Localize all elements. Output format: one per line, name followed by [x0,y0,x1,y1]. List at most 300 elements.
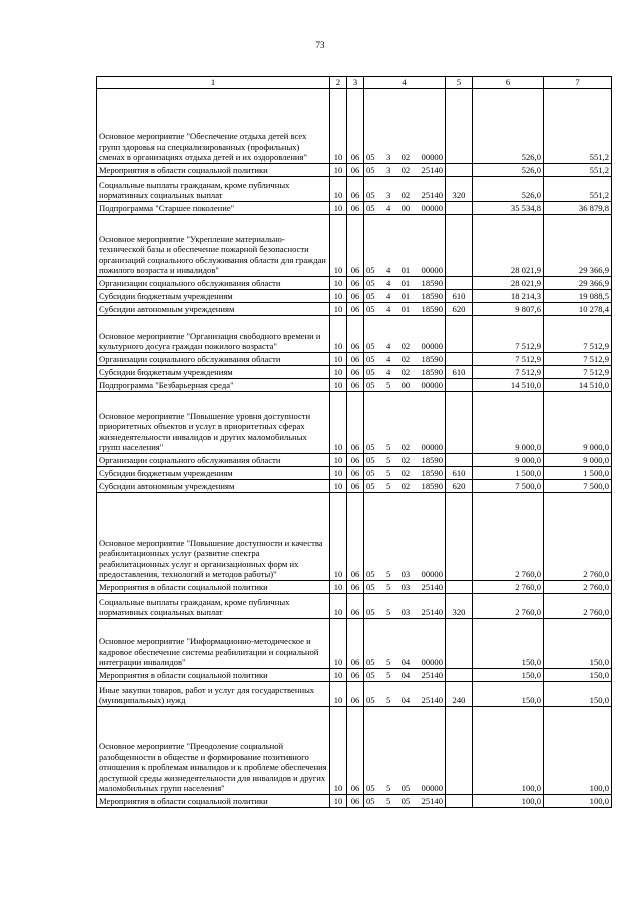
target-article-cell [364,467,446,480]
header-cell: 1 [97,77,330,89]
target-article-part: 4 [385,291,391,302]
row-name-cell: Основное мероприятие "Информационно-методическое и кадровое обеспечение системы реабилитации и социальной интеграции инвалидов" [97,619,330,669]
amount-year2-cell: 7 500,0 [544,480,612,493]
target-article-codes [366,203,443,214]
target-article-part: 5 [385,607,391,618]
target-article-part: 25140 [421,670,443,681]
target-article-codes [366,442,443,453]
section-code-cell: 10 [330,467,347,480]
amount-year2-cell: 100,0 [544,795,612,808]
expense-type-cell [446,707,473,795]
target-article-part: 05 [366,582,375,593]
row-name-cell: Субсидии бюджетным учреждениям [97,290,330,303]
target-article-codes [366,607,443,618]
target-article-cell [364,277,446,290]
target-article-part: 05 [366,442,375,453]
target-article-part: 5 [385,455,391,466]
row-name-cell: Организации социального обслуживания области [97,277,330,290]
subsection-code-cell: 06 [347,480,364,493]
table-row [97,795,612,808]
subsection-code-cell: 06 [347,454,364,467]
section-code-cell: 10 [330,177,347,202]
row-name-cell: Организации социального обслуживания области [97,353,330,366]
section-code-cell: 10 [330,89,347,164]
target-article-part: 4 [385,203,391,214]
target-article-codes [366,291,443,302]
subsection-code-cell: 06 [347,277,364,290]
header-cell: 6 [473,77,544,89]
target-article-cell [364,594,446,619]
amount-year2-cell: 2 760,0 [544,493,612,581]
table-row [97,316,612,353]
subsection-code-cell: 06 [347,707,364,795]
section-code-cell: 10 [330,392,347,454]
table-row [97,164,612,177]
target-article-part: 25140 [421,190,443,201]
amount-year1-cell: 9 807,6 [473,303,544,316]
subsection-code-cell: 06 [347,467,364,480]
row-name-cell: Мероприятия в области социальной политики [97,581,330,594]
section-code-cell: 10 [330,215,347,277]
target-article-cell [364,454,446,467]
row-name-cell: Организации социального обслуживания области [97,454,330,467]
header-cell: 3 [347,77,364,89]
expense-type-cell [446,277,473,290]
target-article-part: 02 [401,152,411,163]
amount-year1-cell: 2 760,0 [473,594,544,619]
section-code-cell: 10 [330,707,347,795]
target-article-codes [366,341,443,352]
row-name-cell: Субсидии бюджетным учреждениям [97,467,330,480]
expense-type-cell: 610 [446,290,473,303]
target-article-part: 18590 [421,278,443,289]
target-article-part: 02 [401,455,411,466]
section-code-cell: 10 [330,353,347,366]
target-article-cell [364,682,446,707]
target-article-codes [366,481,443,492]
table-row [97,89,612,164]
table-row [97,366,612,379]
section-code-cell: 10 [330,316,347,353]
target-article-part: 00000 [421,341,443,352]
target-article-part: 4 [385,278,391,289]
target-article-codes [366,582,443,593]
row-name-cell: Социальные выплаты гражданам, кроме публичных нормативных социальных выплат [97,594,330,619]
table-row [97,707,612,795]
budget-table [96,76,612,808]
amount-year2-cell: 9 000,0 [544,392,612,454]
table-row [97,303,612,316]
table-row [97,682,612,707]
amount-year1-cell: 150,0 [473,619,544,669]
target-article-part: 25140 [421,165,443,176]
amount-year1-cell: 1 500,0 [473,467,544,480]
amount-year1-cell: 9 000,0 [473,392,544,454]
subsection-code-cell: 06 [347,669,364,682]
target-article-part: 05 [366,291,375,302]
target-article-part: 05 [366,203,375,214]
table-header-row [97,77,612,89]
target-article-codes [366,695,443,706]
table-row [97,392,612,454]
target-article-part: 4 [385,367,391,378]
target-article-part: 4 [385,304,391,315]
expense-type-cell [446,202,473,215]
row-name-cell: Мероприятия в области социальной политики [97,669,330,682]
expense-type-cell: 610 [446,366,473,379]
table-row [97,379,612,392]
target-article-codes [366,278,443,289]
section-code-cell: 10 [330,493,347,581]
amount-year2-cell: 7 512,9 [544,316,612,353]
target-article-part: 5 [385,783,391,794]
target-article-codes [366,455,443,466]
row-name-cell: Основное мероприятие "Организация свободного времени и культурного досуга граждан пожилого возраста" [97,316,330,353]
target-article-cell [364,303,446,316]
target-article-part: 05 [401,796,411,807]
target-article-part: 05 [366,152,375,163]
row-name-cell: Основное мероприятие "Обеспечение отдыха детей всех групп здоровья на специализированных (профильных) сменах в организациях отдыха детей и их оздоровления" [97,89,330,164]
target-article-part: 05 [366,278,375,289]
target-article-part: 03 [401,569,411,580]
subsection-code-cell: 06 [347,581,364,594]
target-article-part: 00000 [421,442,443,453]
target-article-part: 02 [401,190,411,201]
amount-year1-cell: 7 512,9 [473,353,544,366]
amount-year2-cell: 551,2 [544,177,612,202]
target-article-part: 00000 [421,380,443,391]
target-article-cell [364,290,446,303]
table-row [97,594,612,619]
target-article-part: 25140 [421,695,443,706]
row-name-cell: Социальные выплаты гражданам, кроме публичных нормативных социальных выплат [97,177,330,202]
target-article-cell [364,493,446,581]
amount-year1-cell: 28 021,9 [473,215,544,277]
target-article-part: 02 [401,367,411,378]
target-article-part: 05 [366,783,375,794]
subsection-code-cell: 06 [347,619,364,669]
section-code-cell: 10 [330,202,347,215]
table-row [97,480,612,493]
target-article-part: 4 [385,354,391,365]
target-article-part: 00000 [421,203,443,214]
subsection-code-cell: 06 [347,392,364,454]
target-article-part: 01 [401,265,411,276]
row-name-cell: Мероприятия в области социальной политики [97,795,330,808]
target-article-codes [366,783,443,794]
amount-year1-cell: 2 760,0 [473,493,544,581]
target-article-part: 05 [366,354,375,365]
amount-year2-cell: 29 366,9 [544,277,612,290]
target-article-codes [366,796,443,807]
amount-year2-cell: 150,0 [544,682,612,707]
target-article-part: 18590 [421,304,443,315]
target-article-cell [364,581,446,594]
section-code-cell: 10 [330,480,347,493]
section-code-cell: 10 [330,277,347,290]
amount-year1-cell: 9 000,0 [473,454,544,467]
target-article-part: 02 [401,165,411,176]
expense-type-cell: 320 [446,177,473,202]
target-article-codes [366,367,443,378]
target-article-codes [366,657,443,668]
row-name-cell: Подпрограмма "Безбарьерная среда" [97,379,330,392]
table-row [97,353,612,366]
amount-year1-cell: 7 512,9 [473,316,544,353]
amount-year2-cell: 19 088,5 [544,290,612,303]
target-article-part: 4 [385,341,391,352]
expense-type-cell [446,379,473,392]
target-article-codes [366,468,443,479]
section-code-cell: 10 [330,164,347,177]
subsection-code-cell: 06 [347,215,364,277]
target-article-part: 00000 [421,569,443,580]
expense-type-cell [446,353,473,366]
target-article-part: 00000 [421,265,443,276]
row-name-cell: Субсидии бюджетным учреждениям [97,366,330,379]
expense-type-cell [446,619,473,669]
target-article-part: 05 [366,468,375,479]
table-row [97,177,612,202]
table-row [97,202,612,215]
target-article-cell [364,379,446,392]
target-article-part: 00000 [421,657,443,668]
expense-type-cell: 620 [446,480,473,493]
table-row [97,290,612,303]
table-row [97,215,612,277]
target-article-cell [364,480,446,493]
target-article-part: 04 [401,657,411,668]
amount-year1-cell: 7 500,0 [473,480,544,493]
row-name-cell: Субсидии автономным учреждениям [97,480,330,493]
amount-year1-cell: 2 760,0 [473,581,544,594]
row-name-cell: Подпрограмма "Старшее поколение" [97,202,330,215]
subsection-code-cell: 06 [347,594,364,619]
header-cell: 5 [446,77,473,89]
row-name-cell: Основное мероприятие "Повышение уровня доступности приоритетных объектов и услуг в приоритетных сферах жизнедеятельности инвалидов и других маломобильных групп населения" [97,392,330,454]
subsection-code-cell: 06 [347,202,364,215]
target-article-part: 03 [401,582,411,593]
section-code-cell: 10 [330,682,347,707]
target-article-part: 05 [366,670,375,681]
amount-year2-cell: 150,0 [544,619,612,669]
target-article-codes [366,304,443,315]
subsection-code-cell: 06 [347,89,364,164]
subsection-code-cell: 06 [347,303,364,316]
subsection-code-cell: 06 [347,493,364,581]
target-article-part: 02 [401,468,411,479]
target-article-codes [366,190,443,201]
amount-year2-cell: 551,2 [544,89,612,164]
section-code-cell: 10 [330,303,347,316]
target-article-part: 25140 [421,796,443,807]
target-article-part: 5 [385,468,391,479]
target-article-cell [364,177,446,202]
subsection-code-cell: 06 [347,316,364,353]
expense-type-cell [446,316,473,353]
target-article-cell [364,619,446,669]
amount-year2-cell: 2 760,0 [544,594,612,619]
expense-type-cell [446,795,473,808]
target-article-cell [364,795,446,808]
target-article-part: 05 [366,695,375,706]
target-article-part: 3 [385,165,391,176]
target-article-part: 5 [385,695,391,706]
row-name-cell: Основное мероприятие "Преодоление социальной разобщенности в обществе и формирование позитивного отношения к проблемам инвалидов и к проблеме обеспечения доступной среды жизнедеятельности для инвалидов и других маломобильных групп населения" [97,707,330,795]
target-article-part: 25140 [421,607,443,618]
target-article-part: 18590 [421,468,443,479]
table-row [97,493,612,581]
target-article-part: 05 [366,569,375,580]
target-article-part: 5 [385,481,391,492]
amount-year1-cell: 150,0 [473,669,544,682]
target-article-part: 01 [401,278,411,289]
target-article-part: 4 [385,265,391,276]
target-article-part: 18590 [421,455,443,466]
subsection-code-cell: 06 [347,353,364,366]
target-article-part: 05 [366,190,375,201]
target-article-part: 05 [366,607,375,618]
subsection-code-cell: 06 [347,164,364,177]
target-article-part: 3 [385,152,391,163]
target-article-cell [364,215,446,277]
target-article-part: 05 [366,304,375,315]
section-code-cell: 10 [330,379,347,392]
target-article-codes [366,569,443,580]
amount-year1-cell: 35 534,8 [473,202,544,215]
amount-year2-cell: 100,0 [544,707,612,795]
target-article-part: 01 [401,291,411,302]
target-article-cell [364,202,446,215]
expense-type-cell: 240 [446,682,473,707]
target-article-cell [364,707,446,795]
expense-type-cell: 610 [446,467,473,480]
amount-year2-cell: 2 760,0 [544,581,612,594]
header-cell: 7 [544,77,612,89]
table-row [97,467,612,480]
amount-year2-cell: 1 500,0 [544,467,612,480]
amount-year2-cell: 9 000,0 [544,454,612,467]
row-name-cell: Субсидии автономным учреждениям [97,303,330,316]
target-article-cell [364,392,446,454]
expense-type-cell: 620 [446,303,473,316]
amount-year1-cell: 18 214,3 [473,290,544,303]
row-name-cell: Иные закупки товаров, работ и услуг для государственных (муниципальных) нужд [97,682,330,707]
target-article-part: 00000 [421,152,443,163]
section-code-cell: 10 [330,594,347,619]
target-article-part: 00 [401,380,411,391]
expense-type-cell [446,89,473,164]
target-article-cell [364,316,446,353]
target-article-part: 05 [366,341,375,352]
target-article-part: 5 [385,670,391,681]
amount-year1-cell: 14 510,0 [473,379,544,392]
target-article-codes [366,380,443,391]
amount-year2-cell: 150,0 [544,669,612,682]
amount-year2-cell: 7 512,9 [544,366,612,379]
target-article-codes [366,265,443,276]
expense-type-cell [446,164,473,177]
target-article-part: 18590 [421,481,443,492]
target-article-part: 5 [385,796,391,807]
amount-year2-cell: 551,2 [544,164,612,177]
section-code-cell: 10 [330,619,347,669]
page-number: 73 [315,40,325,50]
target-article-part: 05 [366,796,375,807]
table-row [97,669,612,682]
target-article-codes [366,165,443,176]
target-article-part: 02 [401,354,411,365]
table-row [97,454,612,467]
target-article-cell [364,164,446,177]
amount-year1-cell: 100,0 [473,707,544,795]
table-row [97,619,612,669]
subsection-code-cell: 06 [347,795,364,808]
section-code-cell: 10 [330,366,347,379]
subsection-code-cell: 06 [347,682,364,707]
section-code-cell: 10 [330,290,347,303]
target-article-part: 00 [401,203,411,214]
amount-year1-cell: 150,0 [473,682,544,707]
subsection-code-cell: 06 [347,379,364,392]
target-article-cell [364,89,446,164]
amount-year1-cell: 526,0 [473,89,544,164]
amount-year1-cell: 100,0 [473,795,544,808]
target-article-part: 05 [366,367,375,378]
section-code-cell: 10 [330,454,347,467]
subsection-code-cell: 06 [347,366,364,379]
header-cell: 4 [364,77,446,89]
amount-year2-cell: 7 512,9 [544,353,612,366]
table-row [97,277,612,290]
target-article-part: 02 [401,341,411,352]
target-article-part: 3 [385,190,391,201]
target-article-part: 05 [366,657,375,668]
expense-type-cell [446,669,473,682]
target-article-part: 05 [366,265,375,276]
target-article-part: 05 [366,165,375,176]
header-cell: 2 [330,77,347,89]
target-article-part: 02 [401,442,411,453]
target-article-part: 5 [385,582,391,593]
amount-year2-cell: 36 879,8 [544,202,612,215]
row-name-cell: Основное мероприятие "Повышение доступности и качества реабилитационных услуг (развитие спектра реабилитационных услуг и организационных форм их предоставления, технологий и методов работы)" [97,493,330,581]
target-article-part: 5 [385,380,391,391]
target-article-codes [366,152,443,163]
subsection-code-cell: 06 [347,177,364,202]
amount-year1-cell: 526,0 [473,177,544,202]
target-article-cell [364,353,446,366]
target-article-part: 05 [366,380,375,391]
target-article-part: 18590 [421,354,443,365]
target-article-cell [364,669,446,682]
target-article-codes [366,670,443,681]
expense-type-cell [446,215,473,277]
target-article-part: 04 [401,670,411,681]
target-article-part: 01 [401,304,411,315]
amount-year2-cell: 14 510,0 [544,379,612,392]
expense-type-cell: 320 [446,594,473,619]
row-name-cell: Мероприятия в области социальной политики [97,164,330,177]
section-code-cell: 10 [330,581,347,594]
amount-year2-cell: 10 278,4 [544,303,612,316]
target-article-part: 18590 [421,291,443,302]
expense-type-cell [446,493,473,581]
amount-year1-cell: 7 512,9 [473,366,544,379]
expense-type-cell [446,581,473,594]
target-article-part: 5 [385,442,391,453]
target-article-part: 18590 [421,367,443,378]
